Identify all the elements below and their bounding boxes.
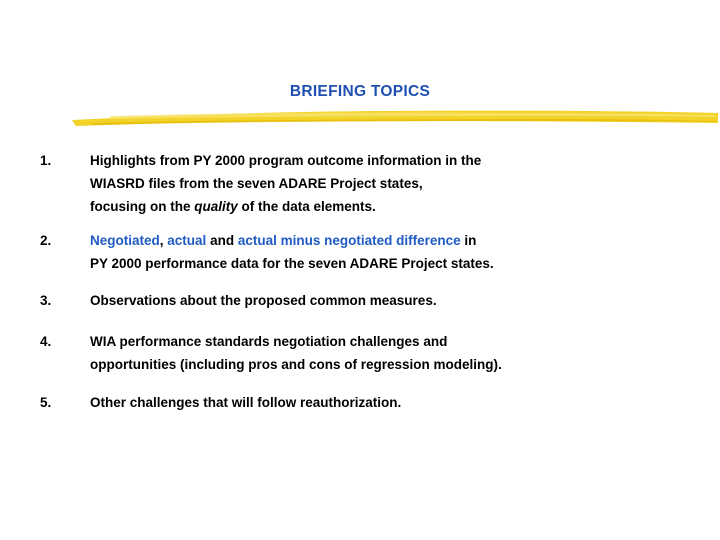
emphasized-word: quality [194, 199, 238, 214]
item-line-segment: focusing on the [90, 199, 195, 214]
item-line: WIA performance standards negotiation challenges and [90, 334, 448, 349]
item-line-segment: in [460, 233, 477, 248]
item-line: WIASRD files from the seven ADARE Project states, [90, 176, 423, 191]
item-line: PY 2000 performance data for the seven ADARE Project states. [90, 256, 494, 271]
item-text [90, 229, 650, 275]
highlight-actual: actual [167, 233, 207, 248]
item-number: 1. [40, 153, 52, 168]
slide-title: BRIEFING TOPICS [289, 83, 431, 100]
item-line-segment: , [159, 233, 168, 248]
item-text [90, 330, 650, 376]
item-text [90, 289, 650, 312]
item-number: 4. [40, 334, 52, 349]
item-number: 5. [40, 395, 52, 410]
item-number: 3. [40, 293, 52, 308]
highlight-negotiated: Negotiated [90, 233, 160, 248]
item-text [90, 149, 650, 218]
item-line: opportunities (including pros and cons of regression modeling). [90, 357, 502, 372]
item-line-segment: of the data elements. [237, 199, 376, 214]
item-line [90, 195, 650, 218]
item-number: 2. [40, 233, 52, 248]
item-line: Other challenges that will follow reauthorization. [90, 395, 402, 410]
item-line: Observations about the proposed common measures. [90, 293, 437, 308]
highlight-difference: actual minus negotiated difference [237, 233, 461, 248]
item-line [90, 229, 650, 252]
item-line-segment: and [206, 233, 238, 248]
item-line: Highlights from PY 2000 program outcome information in the [90, 153, 482, 168]
item-text [90, 391, 650, 414]
title-underline-brushstroke [70, 104, 720, 130]
